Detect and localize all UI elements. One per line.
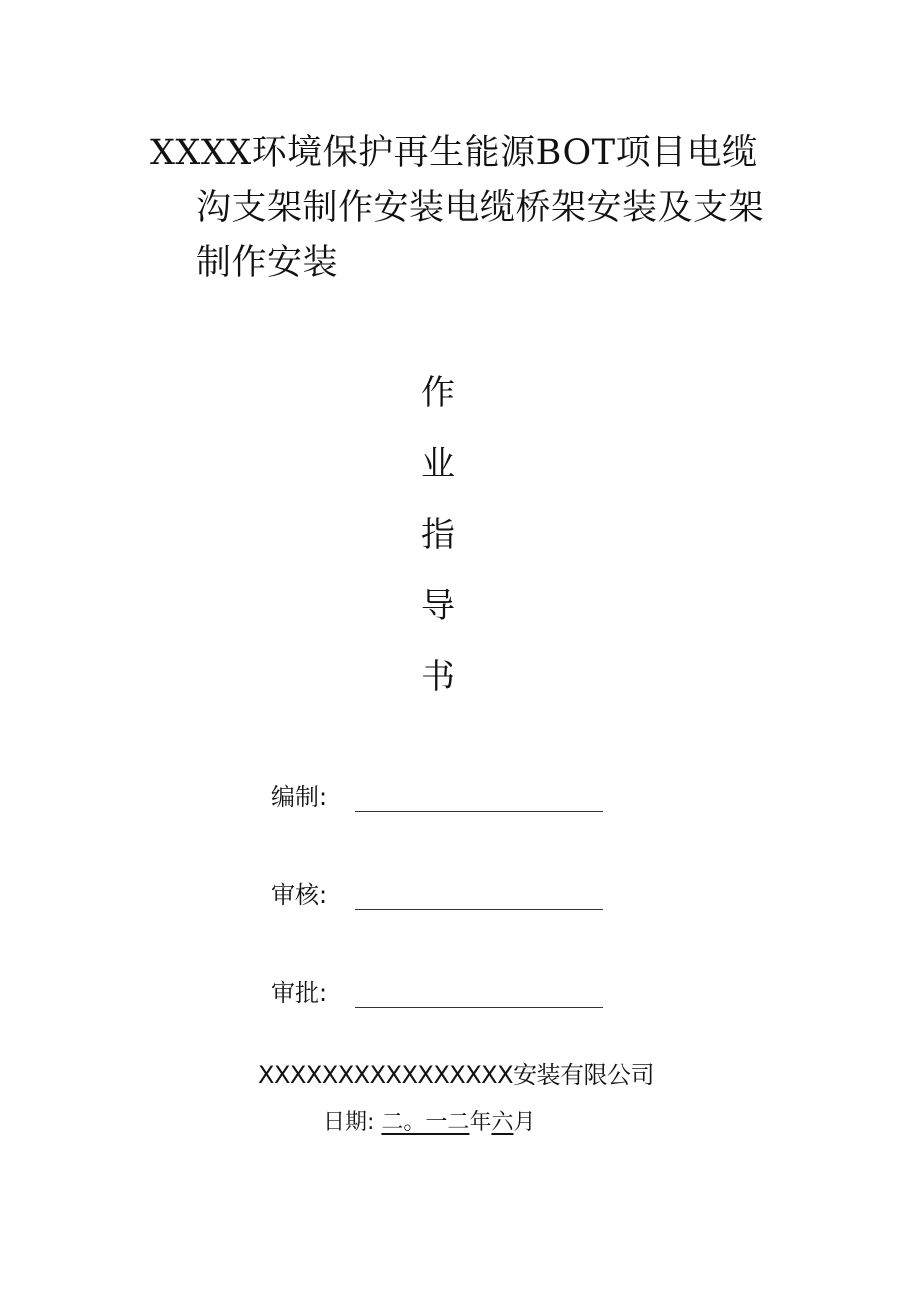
- approve-label: 审批:: [271, 979, 328, 1007]
- approve-signature-line: [355, 981, 603, 1008]
- document-title: [150, 126, 810, 291]
- date-year-suffix: 年: [469, 1110, 492, 1135]
- company-name: XXXXXXXXXXXXXXXX安装有限公司: [258, 1061, 655, 1089]
- title-line-3: 制作安装: [196, 243, 339, 283]
- date-year: 二。一二: [381, 1110, 470, 1135]
- compile-label: 编制:: [271, 783, 328, 811]
- title-line-2: 沟支架制作安装电缆桥架安装及支架: [196, 188, 765, 228]
- doc-type-char: 业: [421, 444, 455, 484]
- date-month-suffix: 月: [513, 1110, 536, 1135]
- compile-signature-line: [355, 785, 603, 812]
- approve-signature-row: [271, 968, 603, 1008]
- date-month: 六: [491, 1110, 514, 1135]
- doc-type-char: 指: [421, 515, 455, 555]
- doc-type-char: 书: [421, 657, 455, 697]
- review-signature-row: [271, 870, 603, 910]
- doc-type-char: 导: [421, 586, 455, 626]
- compile-signature-row: [271, 772, 603, 812]
- date-label: 日期:: [323, 1110, 375, 1135]
- doc-type-char: 作: [421, 373, 455, 413]
- document-type-vertical: [418, 368, 458, 723]
- review-label: 审核:: [271, 881, 328, 909]
- title-line-1: XXXX环境保护再生能源BOT项目电缆: [150, 133, 758, 173]
- review-signature-line: [355, 883, 603, 910]
- date-row: [323, 1105, 535, 1136]
